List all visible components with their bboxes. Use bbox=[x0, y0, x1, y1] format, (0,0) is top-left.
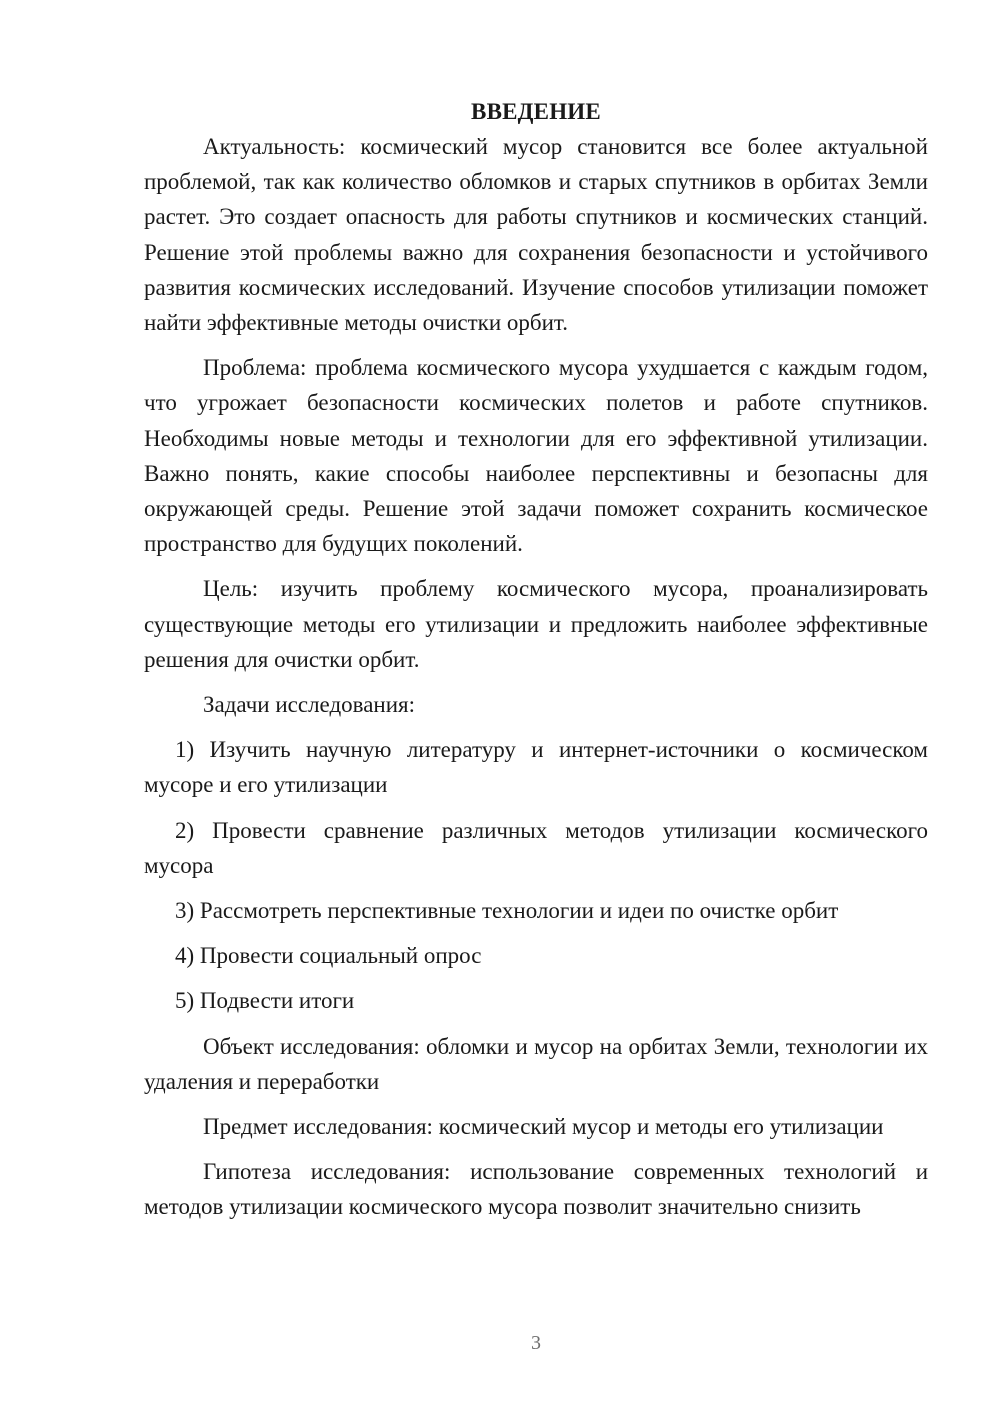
task-item-2: 2) Провести сравнение различных методов утилизации космического мусора bbox=[144, 817, 928, 878]
paragraph-hypothesis: Гипотеза исследования: использование современных технологий и методов утилизации космического мусора позволит значительно снизить bbox=[144, 1159, 928, 1220]
task-item-1: 1) Изучить научную литературу и интернет-источники о космическом мусоре и его утилизации bbox=[144, 737, 928, 798]
paragraph-problem: Проблема: проблема космического мусора ухудшается с каждым годом, что угрожает безопасности космических полетов и работе спутников. Необходимы новые методы и технологии для его эффективной утилизации. Важно понять, какие способы наиболее перспективны и безопасны для окружающей среды. Решение этой задачи поможет сохранить космическое пространство для будущих поколений. bbox=[144, 355, 928, 557]
page-number: 3 bbox=[531, 1332, 541, 1354]
paragraph-object: Объект исследования: обломки и мусор на орбитах Земли, технологии их удаления и переработки bbox=[144, 1033, 928, 1094]
paragraph-relevance: Актуальность: космический мусор становится все более актуальной проблемой, так как количество обломков и старых спутников в орбитах Земли растет. Это создает опасность для работы спутников и космических станций. Решение этой проблемы важно для сохранения безопасности и устойчивого развития космических исследований. Изучение способов утилизации поможет найти эффективные методы очистки орбит. bbox=[144, 134, 928, 336]
document-page bbox=[144, 94, 928, 1235]
task-item-5: 5) Подвести итоги bbox=[175, 988, 355, 1014]
paragraph-subject: Предмет исследования: космический мусор и методы его утилизации bbox=[203, 1114, 884, 1140]
task-item-4: 4) Провести социальный опрос bbox=[175, 943, 482, 969]
section-title: ВВЕДЕНИЕ bbox=[471, 99, 601, 124]
paragraph-goal: Цель: изучить проблему космического мусора, проанализировать существующие методы его утилизации и предложить наиболее эффективные решения для очистки орбит. bbox=[144, 576, 928, 672]
task-item-3: 3) Рассмотреть перспективные технологии и идеи по очистке орбит bbox=[175, 898, 839, 924]
tasks-heading: Задачи исследования: bbox=[203, 692, 416, 718]
